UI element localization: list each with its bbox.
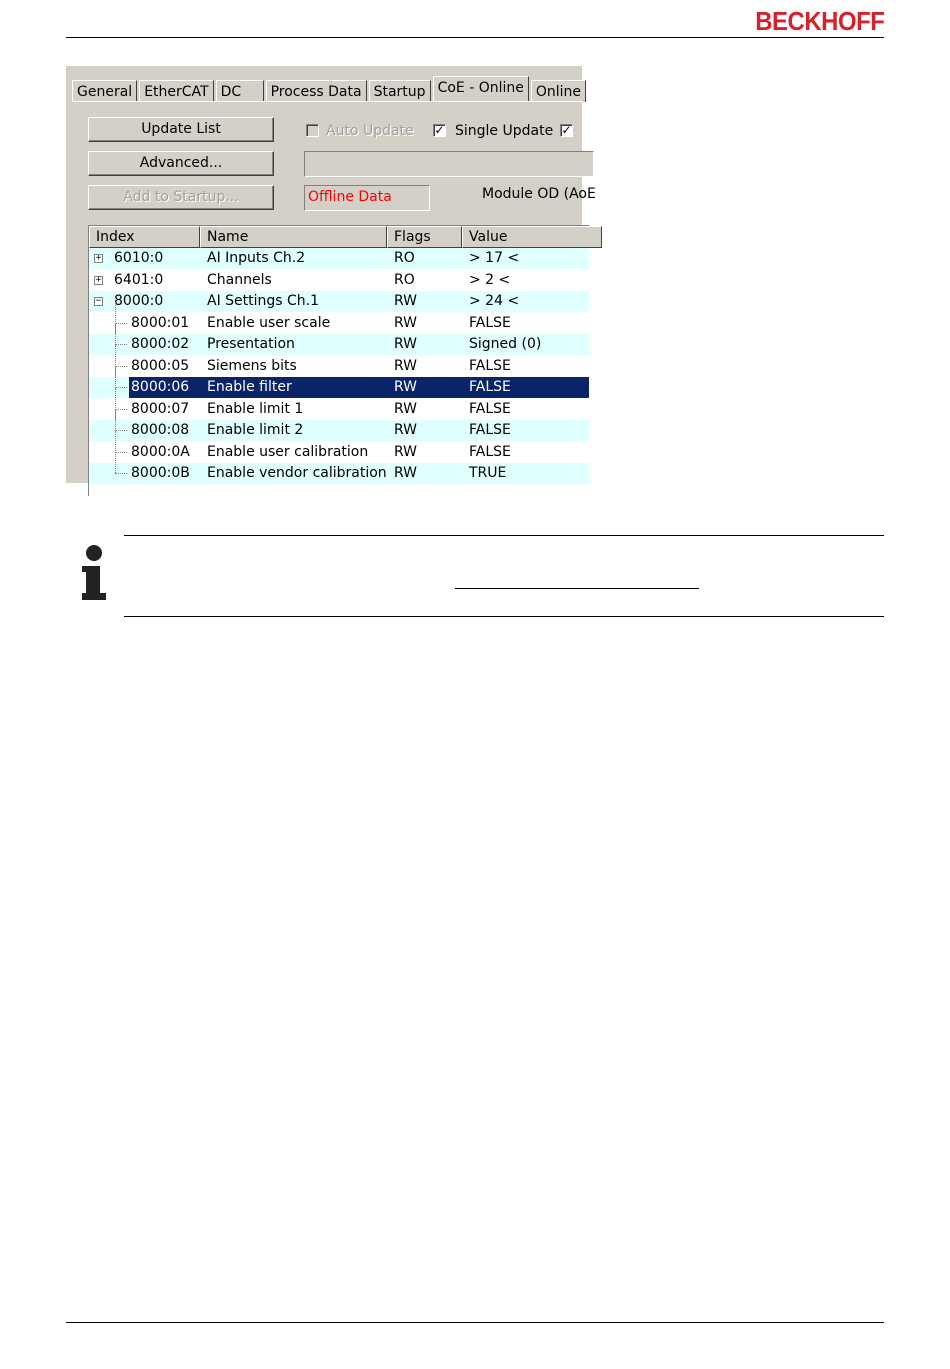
cell-index: 8000:06 [131, 379, 190, 395]
show-offline-checkbox[interactable]: ✓ [561, 123, 572, 137]
cell-value: FALSE [469, 422, 511, 438]
note-link-underline [455, 588, 699, 589]
info-icon [80, 545, 110, 603]
cell-flags: RW [394, 336, 418, 352]
advanced-button[interactable]: Advanced... [88, 151, 274, 176]
cell-flags: RW [394, 422, 418, 438]
table-row[interactable] [89, 334, 589, 355]
cell-value: > 17 < [469, 250, 520, 266]
cell-name: Enable vendor calibration [207, 465, 387, 481]
cell-index: 8000:0A [131, 443, 190, 460]
tree-connector [115, 344, 127, 345]
tab-dc[interactable]: DC [216, 80, 264, 102]
cell-value: FALSE [469, 443, 511, 460]
table-row[interactable] [89, 442, 589, 463]
cell-index: 6401:0 [114, 271, 164, 288]
tab-divider [72, 101, 582, 102]
column-flags[interactable]: Flags [387, 226, 462, 248]
table-row[interactable] [89, 248, 589, 269]
cell-name: Enable filter [207, 379, 292, 395]
cell-index: 8000:08 [131, 422, 190, 438]
cell-index: 8000:07 [131, 400, 190, 417]
table-row[interactable] [89, 420, 589, 441]
cell-name: Enable user scale [207, 314, 331, 331]
cell-value: FALSE [469, 379, 511, 395]
tab-coe-online[interactable]: CoE - Online [433, 76, 529, 102]
table-row[interactable] [89, 270, 589, 291]
coe-online-dialog [66, 66, 596, 483]
selection-highlight [129, 377, 589, 398]
table-row[interactable] [89, 356, 589, 377]
path-field[interactable] [304, 151, 594, 177]
cell-value: TRUE [469, 465, 507, 481]
cell-flags: RW [394, 379, 418, 395]
tree-connector [115, 430, 127, 431]
cell-value: > 24 < [469, 293, 520, 309]
cell-flags: RW [394, 314, 418, 331]
cell-name: Enable user calibration [207, 443, 369, 460]
note-bottom-rule [124, 616, 884, 617]
single-update-checkbox[interactable]: ✓ [434, 123, 445, 137]
column-index[interactable]: Index [89, 226, 200, 248]
header-rule [66, 37, 884, 38]
tab-startup[interactable]: Startup [369, 80, 431, 102]
cell-name: AI Settings Ch.1 [207, 293, 320, 309]
cell-index: 8000:01 [131, 314, 190, 331]
tab-strip [72, 76, 588, 102]
cell-index: 8000:02 [131, 336, 190, 352]
cell-flags: RW [394, 443, 418, 460]
module-od-label: Module OD (AoE [482, 186, 596, 202]
tab-process-data[interactable]: Process Data [266, 80, 367, 102]
cell-index: 8000:05 [131, 357, 190, 374]
cell-value: Signed (0) [469, 336, 542, 352]
single-update-label: Single Update [455, 123, 554, 139]
update-list-button[interactable]: Update List [88, 117, 274, 142]
tree-connector [115, 323, 127, 324]
note-top-rule [124, 535, 884, 536]
cell-value: FALSE [469, 314, 511, 331]
collapse-icon[interactable]: − [95, 296, 102, 306]
cell-name: Presentation [207, 336, 295, 352]
column-name[interactable]: Name [200, 226, 387, 248]
table-row[interactable] [89, 313, 589, 334]
expand-icon[interactable]: + [95, 253, 102, 263]
cell-name: Enable limit 2 [207, 422, 304, 438]
cell-name: AI Inputs Ch.2 [207, 250, 306, 266]
tree-connector [115, 473, 127, 474]
tree-connector [115, 366, 127, 367]
table-row[interactable] [89, 399, 589, 420]
auto-update-label: Auto Update [326, 123, 414, 139]
tab-online[interactable]: Online [531, 80, 586, 102]
table-row[interactable] [89, 291, 589, 312]
tree-connector [115, 409, 127, 410]
cell-flags: RO [394, 250, 415, 266]
tab-general[interactable]: General [72, 80, 137, 102]
cell-name: Channels [207, 271, 272, 288]
cell-flags: RW [394, 465, 418, 481]
cell-value: > 2 < [469, 271, 511, 288]
cell-flags: RW [394, 400, 418, 417]
tab-ethercat[interactable]: EtherCAT [139, 80, 213, 102]
table-row[interactable] [89, 377, 589, 398]
offline-data-status: Offline Data [304, 185, 430, 211]
cell-name: Siemens bits [207, 357, 297, 374]
table-row[interactable] [89, 463, 589, 484]
tree-connector [115, 452, 116, 473]
cell-name: Enable limit 1 [207, 400, 304, 417]
footer-rule [66, 1322, 884, 1323]
cell-flags: RW [394, 357, 418, 374]
column-value[interactable]: Value [462, 226, 602, 248]
auto-update-checkbox[interactable] [306, 124, 319, 137]
object-list[interactable] [88, 225, 589, 496]
cell-value: FALSE [469, 357, 511, 374]
tree-connector [115, 452, 127, 453]
add-to-startup-button[interactable]: Add to Startup... [88, 185, 274, 210]
cell-value: FALSE [469, 400, 511, 417]
expand-icon[interactable]: + [95, 274, 102, 285]
cell-index: 8000:0B [131, 465, 190, 481]
cell-index: 6010:0 [114, 250, 164, 266]
cell-flags: RW [394, 293, 418, 309]
cell-flags: RO [394, 271, 415, 288]
cell-index: 8000:0 [114, 293, 164, 309]
tree-connector [115, 387, 127, 388]
beckhoff-logo: BECKHOFF [754, 6, 884, 36]
